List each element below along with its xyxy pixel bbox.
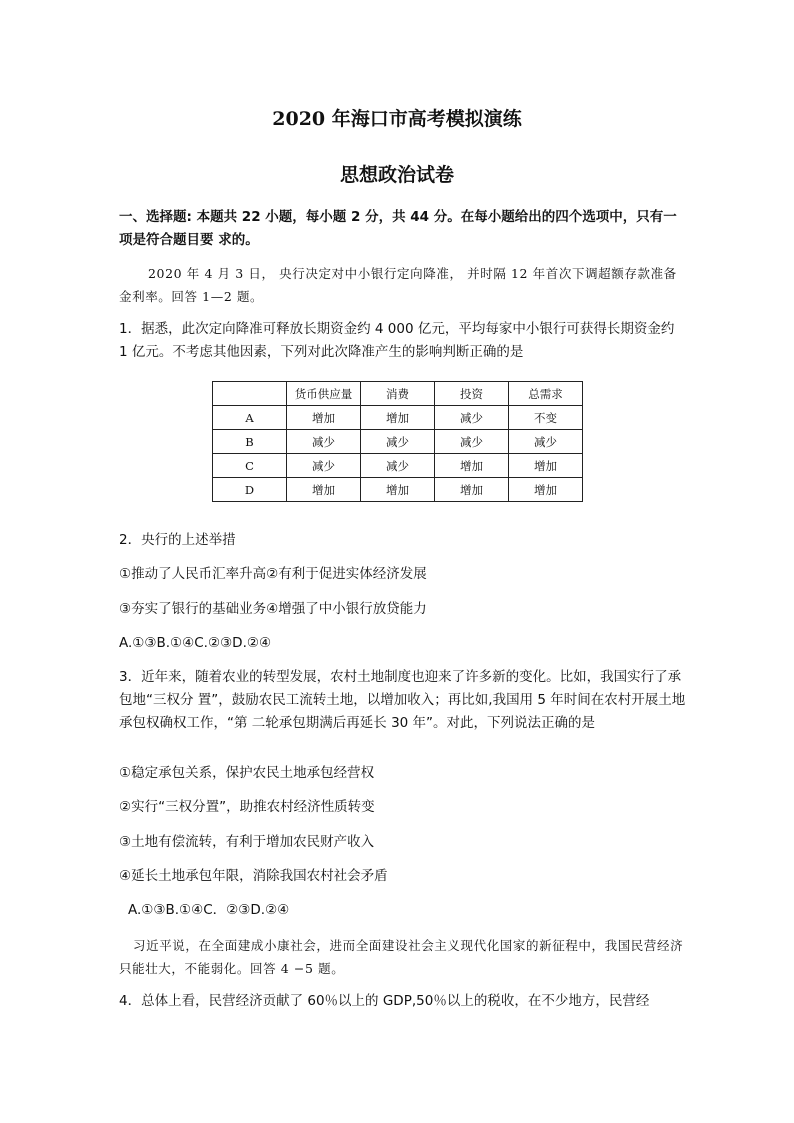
table-cell: C [213,454,287,478]
table-header-row [213,382,583,406]
table-cell: 增加 [509,454,583,478]
table-cell: 减少 [287,430,361,454]
table-cell: 减少 [361,430,435,454]
table-header-cell: 货币供应量 [287,382,361,406]
table-row [213,478,583,502]
table-header-cell: 投资 [435,382,509,406]
table-cell: 增加 [435,454,509,478]
question-3-statement-3: ③土地有偿流转，有利于增加农民财产收入 [119,834,375,850]
table-header-cell: 消费 [361,382,435,406]
exam-subtitle: 思想政治试卷 [339,164,454,186]
question-1-stem: 1．据悉，此次定向降准可释放长期资金约 4 000 亿元，平均每家中小银行可获得长期资金约 1 亿元。不考虑其他因素，下列对此次降准产生的影响判断正确的是 [119,321,675,360]
question-2-statements-a: ①推动了人民币汇率升高②有利于促进实体经济发展 [119,566,427,582]
table-cell: A [213,406,287,430]
table-cell: 增加 [287,478,361,502]
question-3-answers: A.①③B.①④C．②③D.②④ [128,902,290,918]
table-header-cell [213,382,287,406]
table-header-cell: 总需求 [509,382,583,406]
material-passage-2: 习近平说，在全面建成小康社会，进而全面建设社会主义现代化国家的新征程中，我国民营经济只能壮大，不能弱化。回答 4 −5 题。 [119,938,684,976]
question-4-stem: 4．总体上看，民营经济贡献了 60％以上的 GDP,50％以上的税收，在不少地方，民营经 [119,993,650,1009]
table-cell: 减少 [287,454,361,478]
table-cell: 减少 [509,430,583,454]
question-3-statement-2: ②实行“三权分置”，助推农村经济性质转变 [119,799,375,815]
table-row [213,406,583,430]
table-cell: 不变 [509,406,583,430]
table-cell: 减少 [435,406,509,430]
table-cell: 增加 [435,478,509,502]
table-row [213,430,583,454]
question-3-statement-1: ①稳定承包关系，保护农民土地承包经营权 [119,765,375,781]
table-cell: 增加 [287,406,361,430]
table-cell: 增加 [509,478,583,502]
question-3-stem: 3．近年来，随着农业的转型发展，农村土地制度也迎来了许多新的变化。比如，我国实行了承包地“三权分 置”，鼓励农民工流转土地，以增加收入；再比如,我国用 5 年时间在农村开展土地承包权确权工作，“第 二轮承包期满后再延长 30 年”。对此，下列说法正确的是 [119,669,686,731]
question-2-answers: A.①③B.①④C.②③D.②④ [119,635,272,651]
table-cell: 减少 [361,454,435,478]
question-2-stem: 2．央行的上述举措 [119,532,236,548]
question-3-statement-4: ④延长土地承包年限，消除我国农村社会矛盾 [119,868,388,884]
section-heading: 一、选择题: 本题共 22 小题，每小题 2 分，共 44 分。在每小题给出的四个选项中，只有一项是符合题目要 求的。 [119,209,677,248]
exam-title: 2020 年海口市高考模拟演练 [272,108,522,130]
material-passage-1: 2020 年 4 月 3 日， 央行决定对中小银行定向降准， 并时隔 12 年首次下调超额存款准备金利率。回答 1—2 题。 [119,266,677,304]
table-cell: B [213,430,287,454]
question-2-statements-b: ③夯实了银行的基础业务④增强了中小银行放贷能力 [119,601,427,617]
table-cell: 减少 [435,430,509,454]
table-cell: D [213,478,287,502]
table-cell: 增加 [361,478,435,502]
table-row [213,454,583,478]
table-cell: 增加 [361,406,435,430]
question-1-table [212,381,583,502]
